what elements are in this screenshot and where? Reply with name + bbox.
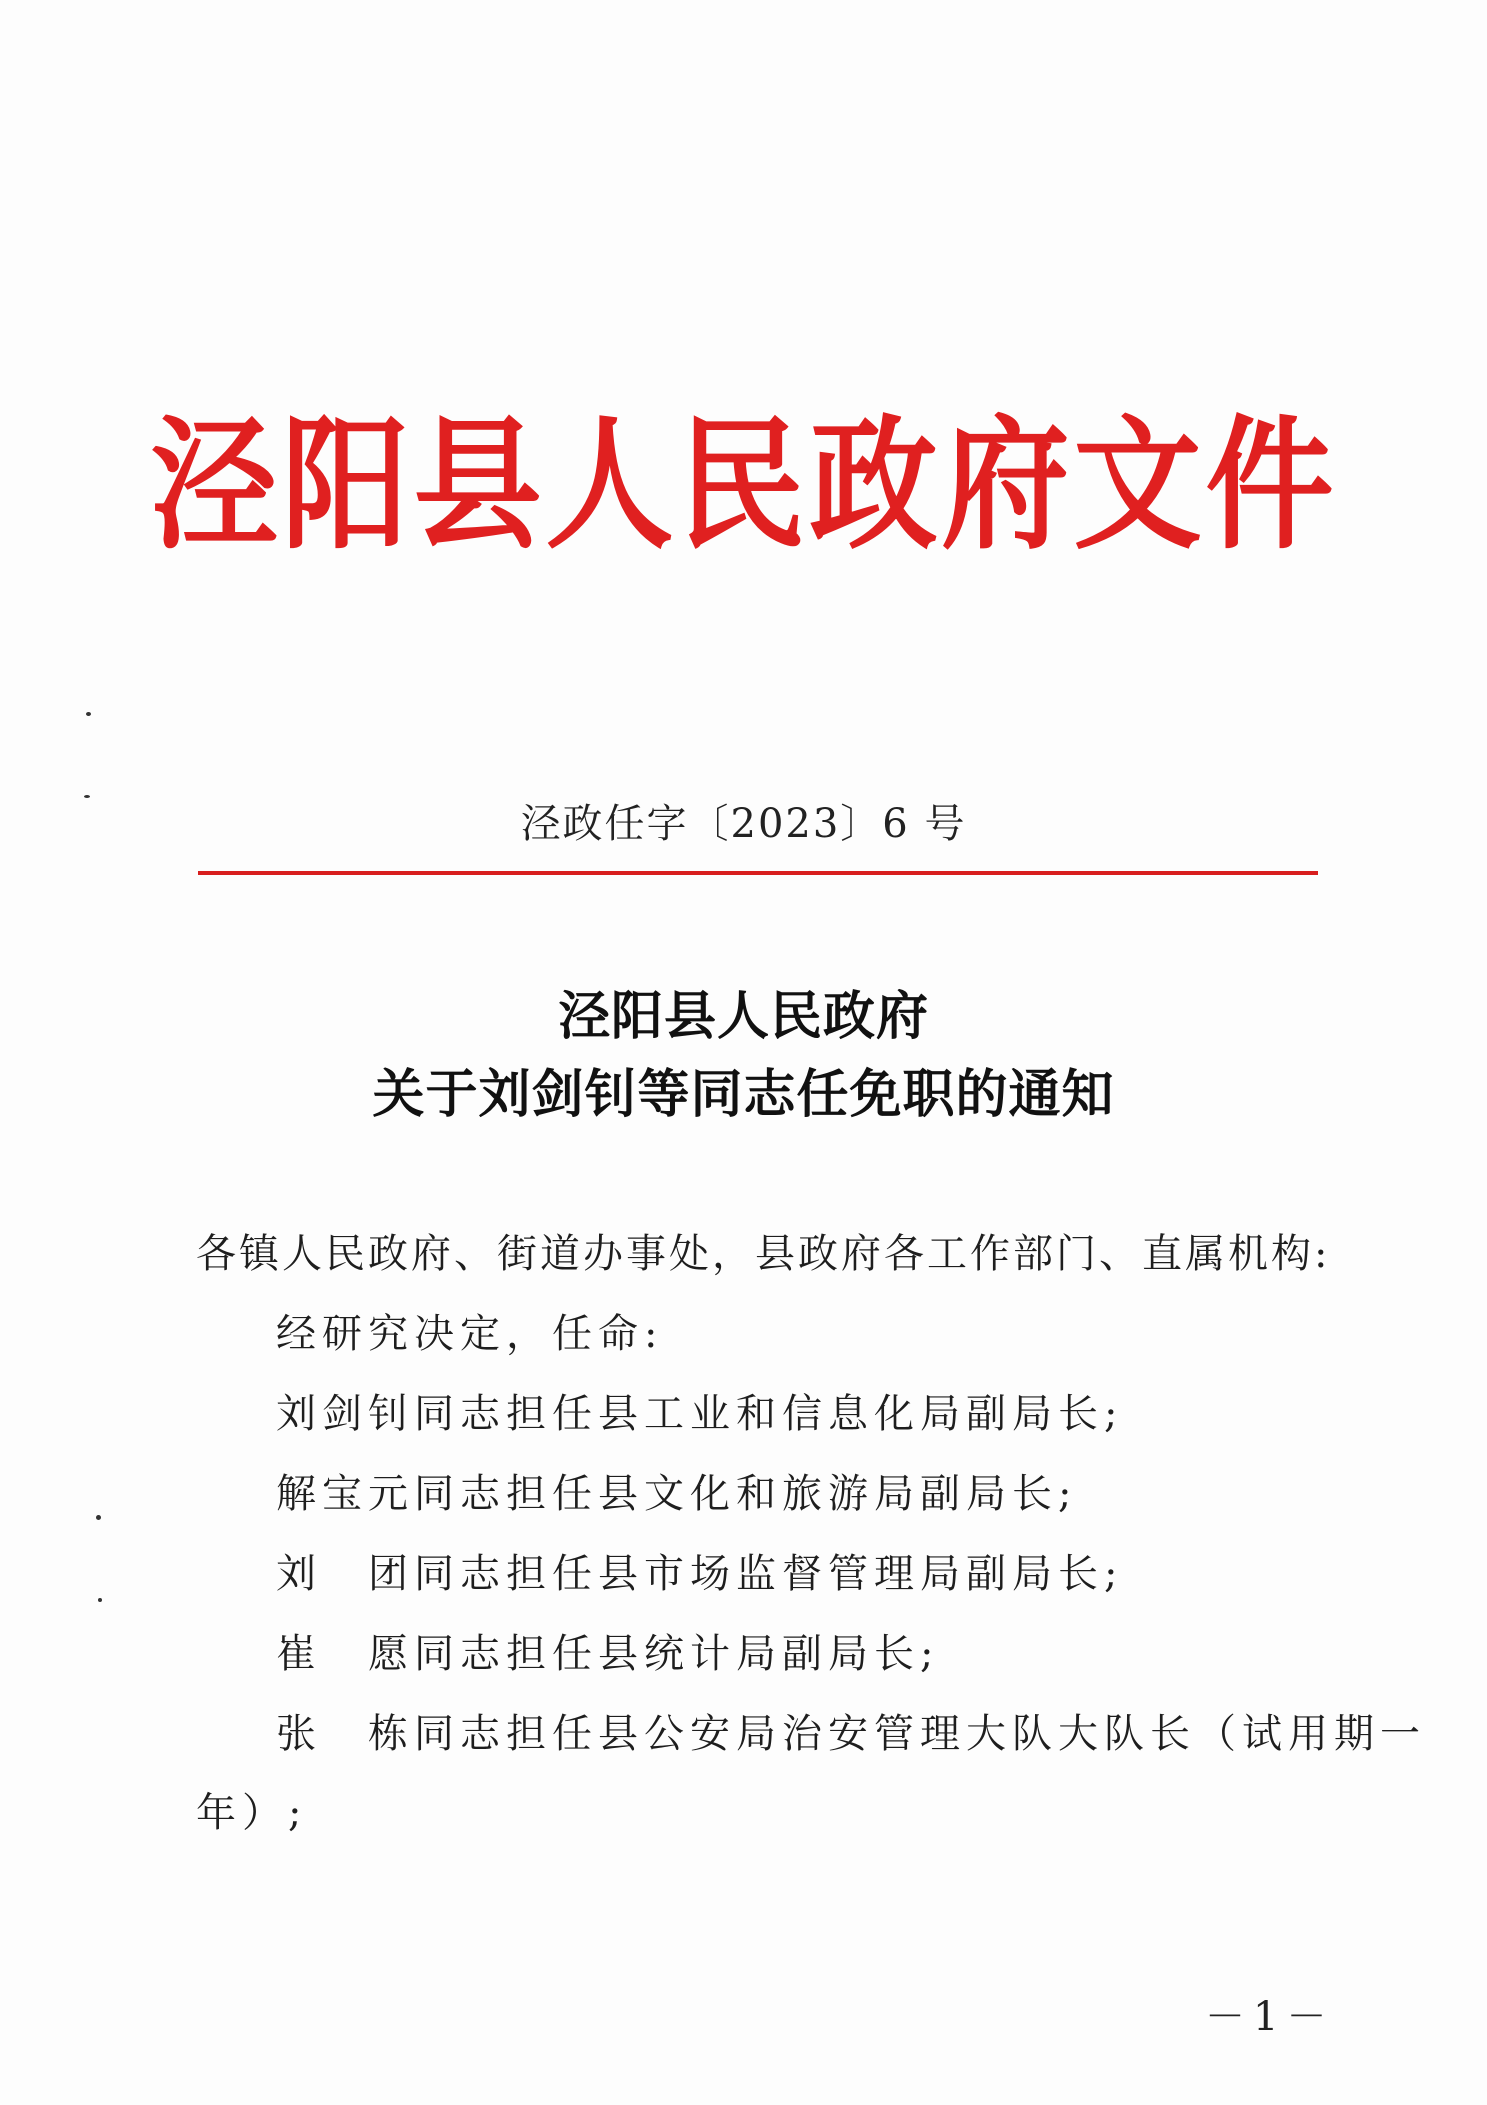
appointment-item-continuation: 年）; (196, 1790, 308, 1836)
scan-speck (84, 795, 90, 798)
document-number: 泾政任字〔2023〕6 号 (520, 801, 967, 847)
red-separator-line (198, 871, 1318, 875)
appointment-item: 刘 团同志担任县市场监督管理局副局长; (276, 1551, 1124, 1597)
page-number: －1－ (1205, 1994, 1335, 2040)
appointment-item: 刘剑钊同志担任县工业和信息化局副局长; (276, 1391, 1124, 1437)
appointment-item: 解宝元同志担任县文化和旅游局副局长; (276, 1471, 1078, 1517)
masthead-title: 泾阳县人民政府文件 (149, 402, 1338, 570)
scan-speck (98, 1598, 102, 1602)
scan-speck (96, 1515, 101, 1520)
appointment-item: 崔 愿同志担任县统计局副局长; (276, 1631, 940, 1677)
appointment-item: 张 栋同志担任县公安局治安管理大队大队长（试用期一 (276, 1711, 1426, 1757)
scan-speck (86, 712, 91, 716)
notice-title-line-2: 关于刘剑钊等同志任免职的通知 (372, 1064, 1115, 1125)
notice-title-line-1: 泾阳县人民政府 (557, 986, 929, 1047)
addressee: 各镇人民政府、街道办事处，县政府各工作部门、直属机构: (196, 1231, 1331, 1277)
body-intro: 经研究决定，任命: (276, 1311, 664, 1357)
